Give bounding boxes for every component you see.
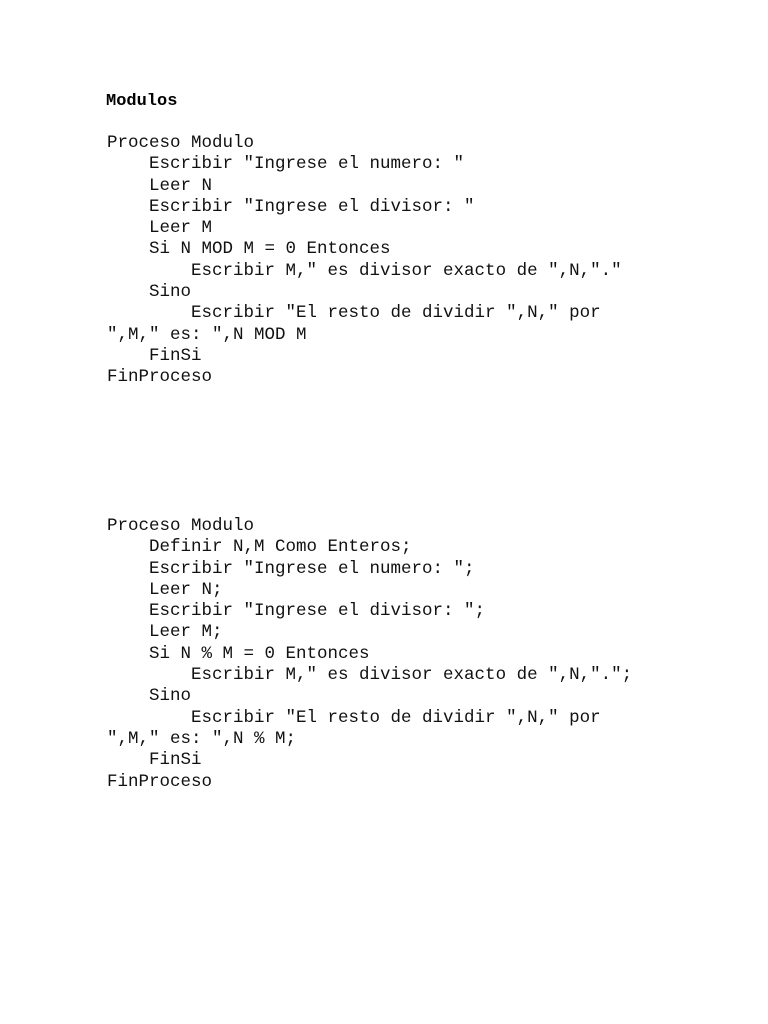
- code-line: Leer N;: [107, 579, 223, 600]
- code-line: FinSi: [107, 750, 202, 771]
- code-line: Si N % M = 0 Entonces: [107, 643, 370, 664]
- code-block-mod: [107, 133, 622, 389]
- code-line: Escribir "El resto de dividir ",N," por: [107, 707, 601, 728]
- code-line: Leer M;: [107, 622, 223, 643]
- code-block-percent: [107, 516, 632, 793]
- code-line: Sino: [107, 282, 192, 303]
- code-line: Si N MOD M = 0 Entonces: [107, 239, 391, 260]
- page-title: Modulos: [106, 92, 178, 111]
- code-line: Leer M: [107, 218, 213, 239]
- code-line: Sino: [107, 686, 192, 707]
- code-line: Definir N,M Como Enteros;: [107, 537, 412, 558]
- code-line: FinProceso: [107, 771, 213, 792]
- code-line: FinProceso: [107, 367, 213, 388]
- code-line: Escribir M," es divisor exacto de ",N,".": [107, 260, 622, 281]
- code-line: ",M," es: ",N MOD M: [107, 324, 307, 345]
- code-line: Escribir "Ingrese el divisor: ";: [107, 601, 486, 622]
- code-line: ",M," es: ",N % M;: [107, 728, 297, 749]
- code-line: Proceso Modulo: [107, 516, 255, 536]
- code-line: Escribir "El resto de dividir ",N," por: [107, 303, 601, 324]
- code-line: Escribir M," es divisor exacto de ",N,".";: [107, 665, 633, 686]
- code-line: Leer N: [107, 175, 213, 196]
- code-line: Escribir "Ingrese el numero: ": [107, 154, 465, 175]
- code-line: Escribir "Ingrese el divisor: ": [107, 196, 475, 217]
- code-line: FinSi: [107, 345, 202, 366]
- code-line: Escribir "Ingrese el numero: ";: [107, 558, 475, 579]
- code-line: Proceso Modulo: [107, 133, 255, 153]
